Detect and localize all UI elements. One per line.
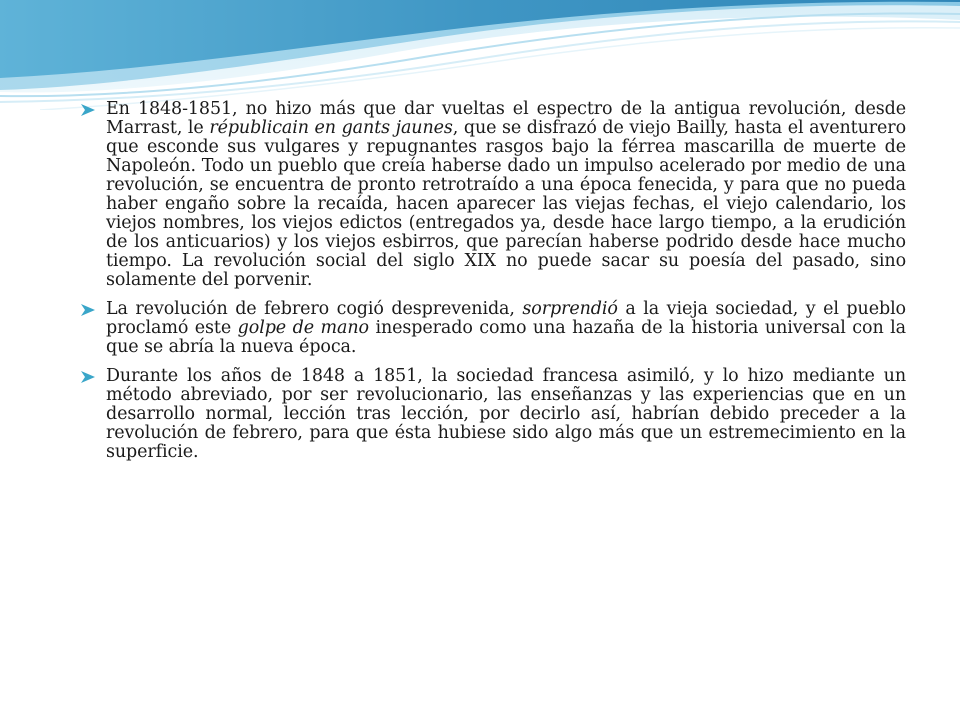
arrowhead-bullet-icon <box>80 370 96 384</box>
bullet-paragraph <box>74 300 906 357</box>
text-segment: En 1848-1851, no hizo más que dar vueltas el espectro de la antigua revolución, desde Marrast, le <box>106 99 906 138</box>
arrowhead-bullet-icon <box>80 303 96 317</box>
header-wave-decoration <box>0 0 960 110</box>
bullet-text <box>106 99 906 290</box>
bullet-text <box>106 366 906 462</box>
emphasis-text: sorprendió <box>522 299 618 319</box>
text-segment: inesperado como una hazaña de la historia universal con la que se abría la nueva época. <box>106 318 906 357</box>
text-segment: La revolución de febrero cogió desprevenida, <box>106 299 523 319</box>
emphasis-text: golpe de mano <box>237 318 369 338</box>
arrowhead-bullet-icon <box>80 103 96 117</box>
text-segment: Durante los años de 1848 a 1851, la sociedad francesa asimiló, y lo hizo mediante un método abreviado, por ser revolucionario, las enseñanzas y las experiencias que en un desarrollo normal, lección tras lección, por decirlo así, habrían debido preceder a la revolución de febrero, para que ésta hubiese sido algo más que un estremecimiento en la superficie. <box>106 366 906 462</box>
bullet-text <box>106 299 906 357</box>
bullet-paragraph <box>74 367 906 462</box>
emphasis-text: républicain en gants jaunes <box>209 118 453 138</box>
bullet-paragraph <box>74 100 906 290</box>
text-segment: , que se disfrazó de viejo Bailly, hasta el aventurero que esconde sus vulgares y repugnantes rasgos bajo la férrea mascarilla de muerte de Napoleón. Todo un pueblo que creía haberse dado un impulso acelerado por medio de una revolución, se encuentra de pronto retrotraído a una época fenecida, y para que no pueda haber engaño sobre la recaída, hacen aparecer las viejas fechas, el viejo calendario, los viejos nombres, los viejos edictos (entregados ya, desde hace largo tiempo, a la erudición de los anticuarios) y los viejos esbirros, que parecían haberse podrido desde hace mucho tiempo. La revolución social del siglo XIX no puede sacar su poesía del pasado, sino solamente del porvenir. <box>106 118 907 290</box>
bullet-list <box>74 100 906 472</box>
text-segment: a la vieja sociedad, y el pueblo proclamó este <box>106 299 906 338</box>
